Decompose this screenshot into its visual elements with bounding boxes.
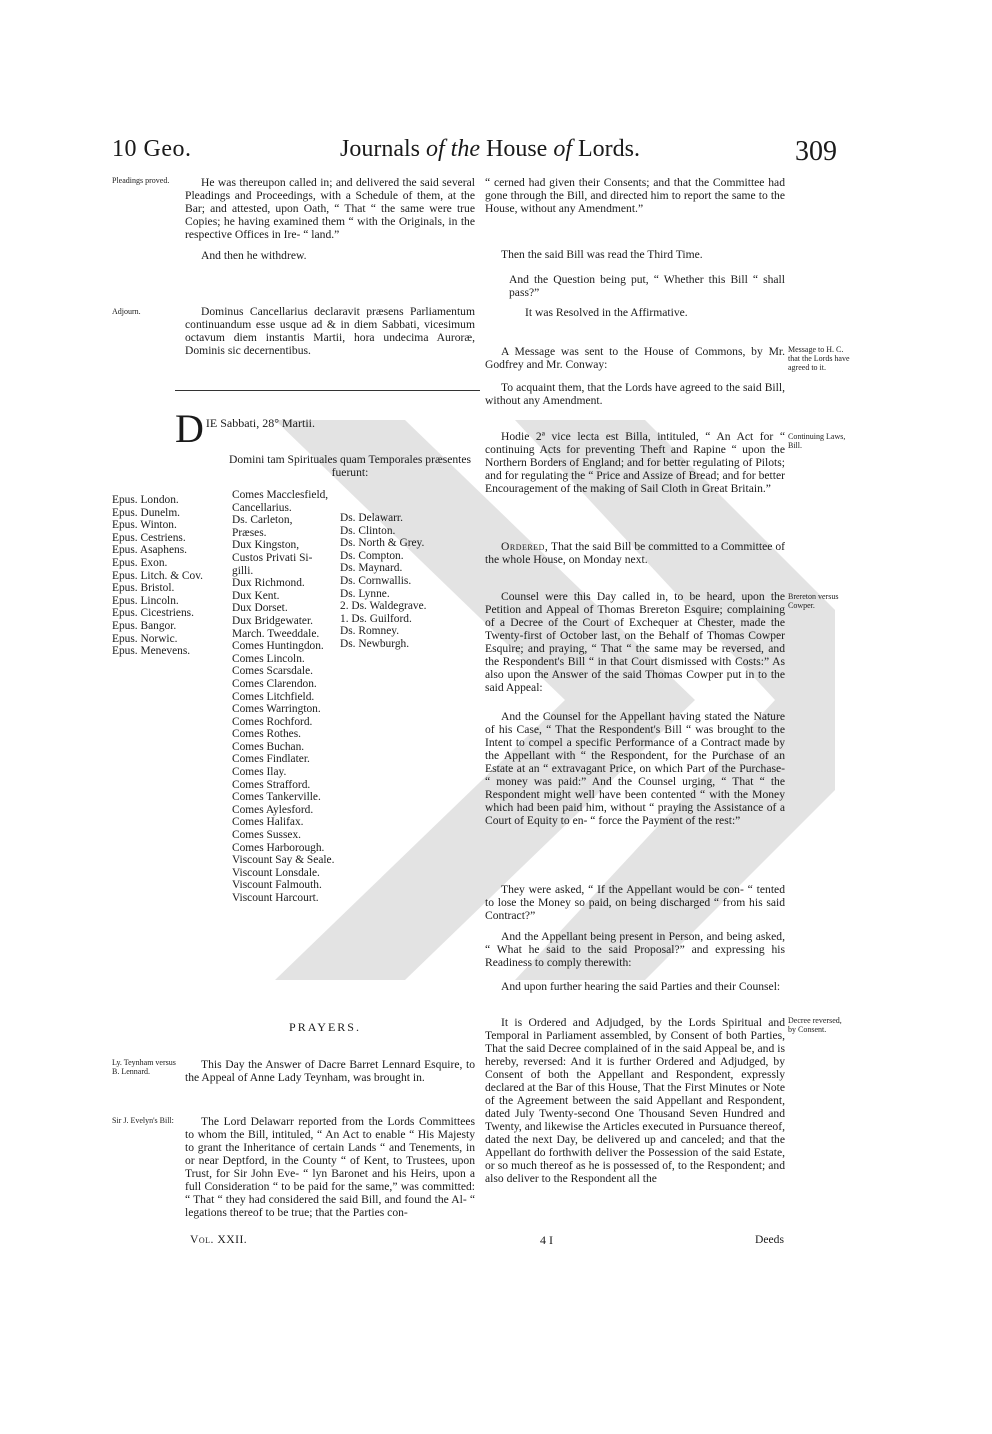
- peer-entry: Viscount Say & Seale.: [232, 854, 335, 867]
- margin-note-decree: Decree reversed, by Consent.: [788, 1016, 842, 1034]
- bishop-entry: Epus. Winton.: [112, 519, 177, 532]
- baron-entry: Ds. Maynard.: [340, 562, 403, 575]
- sitting-heading: [175, 406, 480, 451]
- baron-entry: Ds. Romney.: [340, 625, 400, 638]
- margin-note-pleadings: Pleadings proved.: [112, 176, 170, 185]
- bishop-entry: Epus. Lincoln.: [112, 594, 179, 607]
- bishop-entry: Epus. London.: [112, 494, 179, 506]
- baron-entry: Ds. Newburgh.: [340, 637, 410, 650]
- peer-entry: Viscount Harcourt.: [232, 892, 319, 904]
- margin-note-continuing: Continuing Laws, Bill.: [788, 432, 846, 450]
- paragraph-adjudged: It is Ordered and Adjudged, by the Lords Spiritual and Temporal in Parliament assembled, by Consent of both Parties, That the said Decree complained of in the said Appeal be, and is hereby, reversed: And it is further Ordered and Adjudged, by Consent of both the Appellant and Respondent, expressly declared at the Bar of this House, That the First Minutes or Note of the Agreement between the said Appellant and Respondent, dated July Twenty-second One Thousand Seven Hundred and Twenty, and likewise the Articles executed in Pursuance thereof, dated the next Day, be delivered up and canceled; and that the Appellant do forthwith deliver the Possession of the said Estate, or so much thereof as he is possessed of, to the Respondent; and also deliver to the Respondent all the: [485, 1016, 785, 1185]
- peer-entry: Comes Lincoln.: [232, 652, 305, 665]
- baron-entry: Ds. Compton.: [340, 549, 404, 562]
- paragraph-further-hearing: And upon further hearing the said Parties and their Counsel:: [501, 980, 781, 993]
- peer-entry: Præses.: [232, 526, 267, 539]
- paragraph-evelyn: The Lord Delawarr reported from the Lords Committees to whom the Bill, intituled, “ An Act to enable “ His Majesty to grant the Inheritance of certain Lands “ and Tenements, in or near Deptford, in the County “ of Kent, to Trustees, upon Trust, for Sir John Eve- “ lyn Baronet and his Heirs, upon a full Consideration “ to be paid for the same,” was committed: “ That “ they had considered the said Bill, and found the Al- “ legations thereof to be true; that the Parties con-: [185, 1115, 475, 1219]
- ordered-text: That the said Bill be committed to a Committee of the whole House, on Monday next.: [485, 540, 785, 566]
- title-part-5: Lords.: [572, 136, 640, 162]
- paragraph-hodie: Hodie 2ª vice lecta est Billa, intituled, “ An Act for “ continuing Acts for preventing Theft and Rapine “ upon the Northern Borders of England; and for better regulating of Pilots; and for regulating the “ Price and Assize of Bread; and for better Encouragement of the making of Sail Cloth in Great Britain.”: [485, 430, 785, 495]
- peer-entry: Comes Aylesford.: [232, 803, 314, 816]
- baron-entry: Ds. Lynne.: [340, 587, 390, 600]
- paragraph-counsel: Counsel were this Day called in, to be heard, upon the Petition and Appeal of Thomas Brereton Esquire; complaining of a Decree of the Court of Exchequer at Chester, made the Twenty-first of October last, on the Behalf of Thomas Cowper Esquire; and praying, “ That “ the same may be reversed, and the Respondent's Bill “ in that Court dismissed with Costs:” As also upon the Answer of the said Thomas Cowper put in to the said Appeal:: [485, 590, 785, 694]
- drop-cap: D: [175, 406, 204, 451]
- ordered-label: Ordered,: [501, 540, 549, 553]
- peer-entry: Comes Huntingdon.: [232, 640, 324, 653]
- peer-entry: Comes Buchan.: [232, 740, 305, 753]
- peer-entry: Cancellarius.: [232, 501, 292, 514]
- peer-entry: Dux Kent.: [232, 589, 280, 602]
- peer-entry: Comes Strafford.: [232, 778, 311, 791]
- peer-entry: Comes Litchfield.: [232, 690, 315, 703]
- margin-note-message: Message to H. C. that the Lords have agreed to it.: [788, 345, 850, 372]
- title-part-1: Journals: [340, 136, 426, 162]
- sitting-date: IE Sabbati, 28° Martii.: [205, 416, 316, 430]
- baron-entry: 1. Ds. Guilford.: [340, 612, 412, 625]
- peer-entry: Comes Macclesfield,: [232, 489, 329, 501]
- paragraph-asked: They were asked, “ If the Appellant would be con- “ tented to lose the Money so paid, on being discharged “ from his said Contract?”: [485, 883, 785, 922]
- peer-entry: Dux Bridgewater.: [232, 614, 313, 627]
- volume-signature: Vol. XXII.: [190, 1233, 248, 1246]
- paragraph-adjourn: Dominus Cancellarius declaravit præsens Parliamentum continuandum esse usque ad & in diem Sabbati, vicesimum octavum diem instantis Martii, hora undecima Auroræ, Dominis sic decernentibus.: [185, 305, 475, 357]
- bishop-entry: Epus. Bristol.: [112, 582, 175, 595]
- question-paragraph: And the Question being put, “ Whether this Bill “ shall pass?”: [509, 273, 785, 299]
- running-head-title: [340, 136, 640, 163]
- baron-entry: Ds. North & Grey.: [340, 537, 425, 550]
- peer-entry: Comes Scarsdale.: [232, 665, 313, 678]
- peer-entry: Comes Rochford.: [232, 715, 313, 728]
- baron-entry: Ds. Clinton.: [340, 524, 396, 537]
- peer-entry: Dux Richmond.: [232, 577, 305, 590]
- signature-mark: 4 I: [540, 1233, 553, 1247]
- paragraph-pleadings: He was thereupon called in; and delivered the said several Pleadings and Proceedings, with a Schedule of them, at the Bar; and attested, upon Oath, “ That “ the same were true Copies; he having examined them “ with the Originals, in the respective Offices in Ire- “ land.” And then he withdrew.: [185, 176, 475, 262]
- bishop-entry: Epus. Exon.: [112, 556, 168, 569]
- peer-entry: Ds. Carleton,: [232, 514, 293, 527]
- peer-entry: Dux Kingston,: [232, 539, 300, 552]
- resolved-line: It was Resolved in the Affirmative.: [525, 306, 688, 319]
- peer-entry: Comes Harborough.: [232, 841, 325, 854]
- title-part-2: of the: [426, 136, 480, 162]
- peers-list: [232, 489, 357, 905]
- baron-entry: 2. Ds. Waldegrave.: [340, 600, 427, 613]
- bishop-entry: Epus. Bangor.: [112, 619, 177, 632]
- bishop-entry: Epus. Cestriens.: [112, 531, 186, 544]
- peer-entry: Viscount Lonsdale.: [232, 866, 320, 879]
- baron-entry: Ds. Delawarr.: [340, 512, 403, 524]
- peer-entry: Viscount Falmouth.: [232, 879, 322, 892]
- paragraph-teynham: This Day the Answer of Dacre Barret Lennard Esquire, to the Appeal of Anne Lady Teynham, was brought in.: [185, 1058, 475, 1084]
- section-rule: [175, 390, 480, 391]
- bishop-entry: Epus. Menevens.: [112, 645, 191, 658]
- peer-entry: Comes Clarendon.: [232, 677, 317, 690]
- bishop-entry: Epus. Norwic.: [112, 632, 178, 645]
- paragraph-acquaint: To acquaint them, that the Lords have agreed to the said Bill, without any Amendment.: [485, 381, 785, 407]
- peer-entry: Comes Tankerville.: [232, 791, 321, 804]
- paragraph-report-continued: “ cerned had given their Consents; and that the Committee had gone through the Bill, and directed him to report the same to the House, without any Amendment.”: [485, 176, 785, 215]
- margin-note-adjourn: Adjourn.: [112, 307, 141, 316]
- peer-entry: March. Tweeddale.: [232, 627, 320, 640]
- catchword: Deeds: [755, 1233, 784, 1246]
- peer-entry: Comes Halifax.: [232, 816, 304, 829]
- baron-entry: Ds. Cornwallis.: [340, 574, 412, 587]
- margin-note-teynham: Ly. Teynham versus B. Lennard.: [112, 1058, 176, 1076]
- prayers-heading: PRAYERS.: [289, 1020, 361, 1034]
- bishop-entry: Epus. Asaphens.: [112, 544, 187, 557]
- paragraph-ordered: [485, 540, 785, 566]
- peer-entry: Comes Sussex.: [232, 829, 301, 842]
- peer-entry: Comes Warrington.: [232, 703, 321, 716]
- margin-note-evelyn: Sir J. Evelyn's Bill:: [112, 1116, 174, 1125]
- peer-entry: Custos Privati Si-: [232, 551, 313, 564]
- paragraph-present: And the Appellant being present in Person, and being asked, “ What he said to the said Proposal?” and expressing his Readiness to comply therewith:: [485, 930, 785, 969]
- paragraph-appellant-case: And the Counsel for the Appellant having stated the Nature of his Case, “ That the Respondent's Bill “ was brought to the Intent to compel a specific Performance of a Contract made by the Appellant with “ the Respondent, for the Purchase of an Estate at an “ extravagant Price, on which Part of the Purchase- “ money was paid:” And the Counsel urging, “ That “ the Respondent might well have been contented “ with the Money which had been paid him, without “ praying the Assistance of a Court of Equity to en- “ force the Payment of the rest:”: [485, 710, 785, 827]
- margin-note-brereton: Brereton versus Cowper.: [788, 592, 839, 610]
- peer-entry: Comes Ilay.: [232, 766, 287, 779]
- title-part-3: House: [480, 136, 554, 162]
- page-number: 309: [795, 136, 837, 167]
- present-line: Domini tam Spirituales quam Temporales præsentes fuerunt:: [228, 453, 472, 479]
- paragraph-message: A Message was sent to the House of Commons, by Mr. Godfrey and Mr. Conway:: [485, 345, 785, 371]
- bishop-entry: Epus. Dunelm.: [112, 506, 181, 519]
- bishop-entry: Epus. Litch. & Cov.: [112, 569, 204, 582]
- barons-list: [340, 512, 480, 651]
- withdrew-line: And then he withdrew.: [201, 249, 307, 262]
- third-reading-line: Then the said Bill was read the Third Time.: [501, 248, 703, 261]
- running-head-left: 10 Geo.: [112, 136, 192, 162]
- bishop-entry: Epus. Cicestriens.: [112, 607, 194, 620]
- bishops-list: [112, 494, 232, 658]
- peer-entry: Comes Rothes.: [232, 728, 301, 741]
- peer-entry: gilli.: [232, 564, 254, 577]
- peer-entry: Dux Dorset.: [232, 602, 288, 615]
- peer-entry: Comes Findlater.: [232, 753, 310, 766]
- title-part-4: of: [553, 136, 572, 162]
